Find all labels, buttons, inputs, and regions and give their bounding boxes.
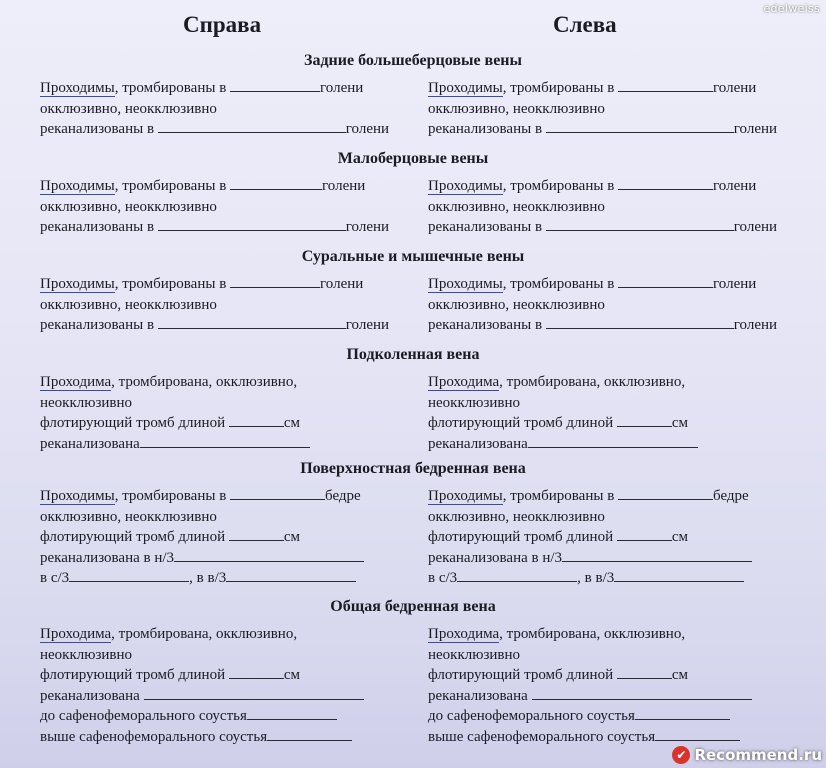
form-text: флотирующий тромб длиной: [428, 529, 617, 545]
section-column-left: [40, 78, 389, 140]
form-line: [428, 507, 752, 528]
status-word-underlined: Проходимы: [428, 488, 503, 504]
form-line: [40, 665, 364, 686]
form-text: , тромбирована, окклюзивно,: [499, 626, 686, 642]
form-line: [40, 119, 389, 140]
form-line: [40, 413, 310, 434]
form-text: реканализована: [40, 435, 140, 452]
section-title: Поверхностная бедренная вена: [300, 460, 526, 477]
fill-in-blank[interactable]: [618, 487, 713, 500]
form-text: голени: [320, 80, 364, 96]
fill-in-blank[interactable]: [229, 528, 284, 541]
fill-in-blank[interactable]: [562, 549, 752, 562]
fill-in-blank[interactable]: [618, 79, 713, 92]
form-text: окклюзивно, неокклюзивно: [428, 100, 605, 117]
fill-in-blank[interactable]: [532, 687, 752, 700]
form-line: [428, 624, 752, 645]
section-column-left: [40, 274, 389, 336]
section-column-right: [428, 372, 698, 454]
form-text: голени: [713, 178, 757, 194]
form-line: [428, 727, 752, 748]
form-line: [428, 372, 698, 393]
form-line: [40, 393, 310, 414]
form-text: , тромбирована, окклюзивно,: [111, 374, 298, 390]
fill-in-blank[interactable]: [229, 414, 284, 427]
form-text: , в в/3: [189, 570, 227, 586]
form-text: реканализована в н/3: [40, 549, 175, 566]
recommend-watermark: [672, 746, 822, 764]
watermark-author: edelweiss: [763, 2, 820, 15]
section-column-left: [40, 486, 364, 589]
form-line: [428, 665, 752, 686]
form-text: см: [283, 667, 301, 683]
fill-in-blank[interactable]: [617, 414, 672, 427]
form-text: реканализована: [40, 687, 144, 704]
form-text: голени: [713, 80, 757, 96]
form-text: неокклюзивно: [428, 394, 521, 411]
form-line: [428, 197, 777, 218]
status-word-underlined: Проходима: [40, 626, 112, 642]
form-text: голени: [320, 276, 364, 292]
form-text: бедре: [325, 488, 361, 504]
form-text: , тромбирована, окклюзивно,: [111, 626, 298, 642]
form-text: реканализованы в: [428, 121, 546, 137]
form-text: окклюзивно, неокклюзивно: [40, 508, 217, 525]
form-text: окклюзивно, неокклюзивно: [40, 198, 217, 215]
form-line: [428, 527, 752, 548]
form-text: голени: [322, 178, 366, 194]
form-text: голени: [345, 219, 390, 235]
form-text: реканализована в н/3: [428, 549, 563, 566]
fill-in-blank[interactable]: [229, 666, 284, 679]
form-line: [40, 527, 364, 548]
form-text: голени: [733, 219, 778, 235]
section-column-left: [40, 176, 389, 238]
form-line: [428, 434, 698, 455]
fill-in-blank[interactable]: [174, 549, 364, 562]
form-line: [40, 686, 364, 707]
form-text: реканализованы в: [40, 121, 158, 137]
form-text: , тромбированы в: [114, 276, 231, 292]
form-line: [428, 686, 752, 707]
status-word-underlined: Проходимы: [40, 80, 115, 96]
form-line: [40, 645, 364, 666]
form-line: [40, 315, 389, 336]
fill-in-blank[interactable]: [546, 120, 734, 133]
status-word-underlined: Проходимы: [40, 488, 115, 504]
fill-in-blank[interactable]: [247, 707, 337, 720]
section-column-left: [40, 372, 310, 454]
form-line: [40, 434, 310, 455]
fill-in-blank[interactable]: [655, 728, 740, 741]
fill-in-blank[interactable]: [140, 435, 310, 448]
form-text: реканализованы в: [428, 317, 546, 333]
form-line: [428, 119, 777, 140]
fill-in-blank[interactable]: [230, 177, 322, 190]
form-line: [40, 274, 389, 295]
form-text: , тромбированы в: [502, 276, 619, 292]
fill-in-blank[interactable]: [69, 569, 189, 582]
fill-in-blank[interactable]: [158, 120, 346, 133]
fill-in-blank[interactable]: [226, 569, 356, 582]
form-text: окклюзивно, неокклюзивно: [40, 100, 217, 117]
fill-in-blank[interactable]: [230, 487, 325, 500]
form-text: флотирующий тромб длиной: [40, 529, 229, 545]
form-text: голени: [733, 317, 778, 333]
fill-in-blank[interactable]: [635, 707, 730, 720]
form-text: , тромбирована, окклюзивно,: [499, 374, 686, 390]
form-line: [40, 624, 364, 645]
fill-in-blank[interactable]: [617, 528, 672, 541]
form-text: , тромбированы в: [114, 488, 231, 504]
form-text: флотирующий тромб длиной: [428, 415, 617, 431]
form-line: [40, 176, 389, 197]
fill-in-blank[interactable]: [618, 177, 713, 190]
form-text: реканализована: [428, 435, 528, 452]
section-column-right: [428, 274, 777, 336]
form-text: , тромбированы в: [502, 178, 619, 194]
form-text: голени: [733, 121, 778, 137]
form-line: [428, 176, 777, 197]
form-text: см: [671, 415, 689, 431]
fill-in-blank[interactable]: [617, 666, 672, 679]
recommend-logo-icon: ✔: [672, 746, 690, 764]
form-line: [428, 706, 752, 727]
fill-in-blank[interactable]: [546, 316, 734, 329]
section-column-right: [428, 78, 777, 140]
form-text: голени: [345, 317, 390, 333]
fill-in-blank[interactable]: [528, 435, 698, 448]
status-word-underlined: Проходима: [428, 626, 500, 642]
fill-in-blank[interactable]: [546, 218, 734, 231]
form-line: [40, 568, 364, 589]
fill-in-blank[interactable]: [144, 687, 364, 700]
form-line: [40, 486, 364, 507]
form-line: [428, 548, 752, 569]
fill-in-blank[interactable]: [158, 218, 346, 231]
form-text: неокклюзивно: [428, 646, 521, 663]
form-text: , тромбированы в: [502, 488, 619, 504]
form-text: в с/3: [40, 570, 70, 586]
form-line: [40, 372, 310, 393]
status-word-underlined: Проходима: [40, 374, 112, 390]
form-text: реканализованы в: [40, 219, 158, 235]
section-title: Малоберцовые вены: [337, 150, 489, 167]
column-header-left-side: Слева: [553, 12, 617, 37]
form-text: см: [283, 415, 301, 431]
status-word-underlined: Проходимы: [428, 178, 503, 194]
form-line: [428, 393, 698, 414]
form-line: [428, 486, 752, 507]
form-text: , тромбированы в: [114, 80, 231, 96]
form-text: см: [283, 529, 301, 545]
fill-in-blank[interactable]: [230, 79, 320, 92]
form-text: окклюзивно, неокклюзивно: [428, 508, 605, 525]
fill-in-blank[interactable]: [614, 569, 744, 582]
form-text: голени: [345, 121, 390, 137]
form-text: голени: [713, 276, 757, 292]
recommend-text: Recommend.ru: [694, 746, 822, 764]
form-text: , тромбированы в: [502, 80, 619, 96]
section-column-left: [40, 624, 364, 747]
form-text: , тромбированы в: [114, 178, 231, 194]
status-word-underlined: Проходимы: [428, 80, 503, 96]
status-word-underlined: Проходимы: [40, 276, 115, 292]
form-text: выше сафенофеморального соустья: [428, 728, 656, 745]
form-text: до сафенофеморального соустья: [40, 708, 247, 724]
form-line: [40, 197, 389, 218]
form-text: флотирующий тромб длиной: [40, 415, 229, 431]
section-column-right: [428, 176, 777, 238]
form-text: неокклюзивно: [40, 646, 133, 663]
form-line: [40, 706, 364, 727]
form-text: неокклюзивно: [40, 394, 133, 411]
form-line: [428, 568, 752, 589]
form-text: окклюзивно, неокклюзивно: [428, 198, 605, 215]
form-text: окклюзивно, неокклюзивно: [40, 296, 217, 313]
status-word-underlined: Проходима: [428, 374, 500, 390]
form-text: , в в/3: [577, 570, 615, 586]
form-line: [40, 548, 364, 569]
form-line: [40, 295, 389, 316]
form-text: реканализованы в: [428, 219, 546, 235]
form-text: флотирующий тромб длиной: [428, 667, 617, 683]
form-text: окклюзивно, неокклюзивно: [428, 296, 605, 313]
form-text: флотирующий тромб длиной: [40, 667, 229, 683]
form-line: [428, 413, 698, 434]
form-line: [40, 727, 364, 748]
form-line: [428, 217, 777, 238]
section-title: Подколенная вена: [346, 346, 480, 363]
form-text: выше сафенофеморального соустья: [40, 728, 268, 745]
form-line: [40, 217, 389, 238]
status-word-underlined: Проходимы: [428, 276, 503, 292]
form-line: [428, 78, 777, 99]
section-title: Общая бедренная вена: [330, 598, 496, 615]
form-line: [428, 315, 777, 336]
fill-in-blank[interactable]: [158, 316, 346, 329]
form-line: [40, 78, 389, 99]
column-header-right-side: Справа: [183, 12, 262, 37]
form-line: [40, 99, 389, 120]
form-text: реканализованы в: [40, 317, 158, 333]
form-line: [428, 645, 752, 666]
section-column-right: [428, 624, 752, 747]
section-column-right: [428, 486, 752, 589]
form-text: бедре: [713, 488, 749, 504]
status-word-underlined: Проходимы: [40, 178, 115, 194]
fill-in-blank[interactable]: [618, 275, 713, 288]
fill-in-blank[interactable]: [457, 569, 577, 582]
fill-in-blank[interactable]: [267, 728, 352, 741]
form-text: см: [671, 667, 689, 683]
form-line: [428, 274, 777, 295]
form-text: в с/3: [428, 570, 458, 586]
form-text: до сафенофеморального соустья: [428, 708, 635, 724]
section-title: Суральные и мышечные вены: [301, 248, 525, 265]
section-title: Задние большеберцовые вены: [304, 52, 522, 69]
form-line: [428, 99, 777, 120]
form-line: [428, 295, 777, 316]
form-text: см: [671, 529, 689, 545]
fill-in-blank[interactable]: [230, 275, 320, 288]
form-text: реканализована: [428, 687, 532, 704]
form-line: [40, 507, 364, 528]
